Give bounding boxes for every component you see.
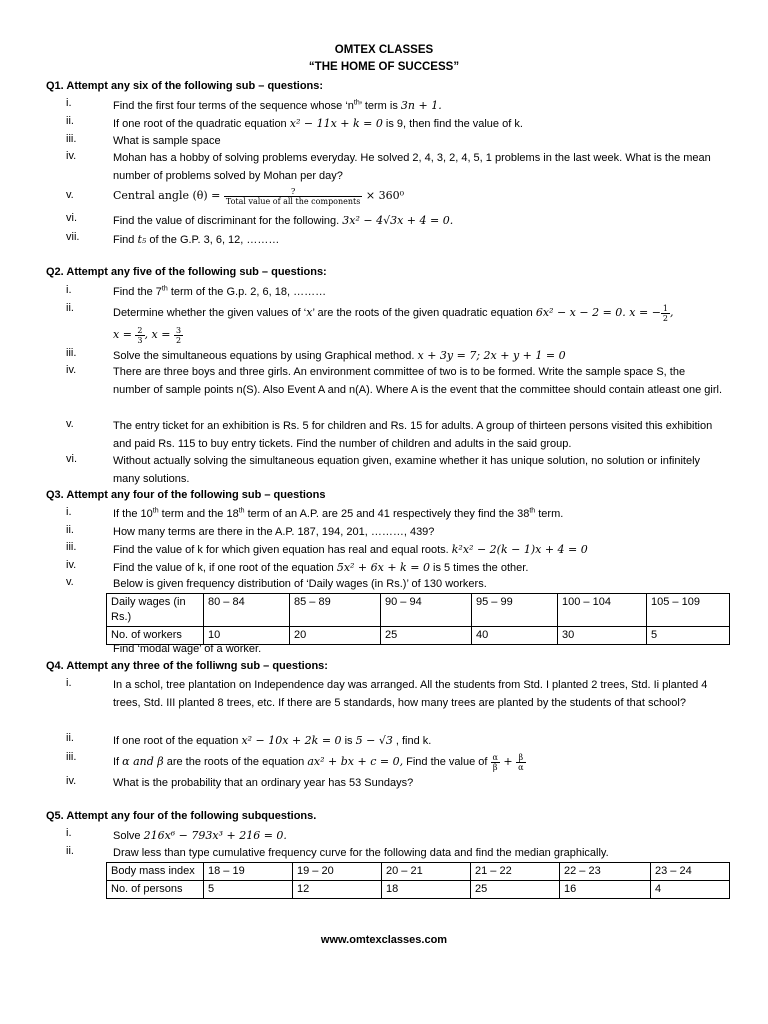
table-cell: 20 – 21 <box>382 863 471 881</box>
q1-heading: Q1. Attempt any six of the following sub – questions: <box>46 80 324 92</box>
q5-heading: Q5. Attempt any four of the following subquestions. <box>46 810 317 822</box>
table-cell: 80 – 84 <box>204 594 290 627</box>
item-number: iv. <box>66 775 77 787</box>
table-cell: 25 <box>381 627 472 645</box>
item-number: ii. <box>66 524 74 536</box>
body-mass-table <box>106 862 730 899</box>
footer-website: www.omtexclasses.com <box>320 934 448 946</box>
document-page: OMTEX CLASSES “THE HOME OF SUCCESS” Q1. Attempt any six of the following sub – questions: i. Find the first four terms of the sequence whose ‘$n^{th}$’ term is 3n + 1. ii. If one root of the quadratic equation x² − 11x + k = 0 is 9, then find the value of k. iii. What is sample space iv. Mohan has a hobby of solving problems everyday. He solved 2, 4, 3, 2, 4, 5, 1 problems in the last week. What is the mean number of problems solved by Mohan per day? v. Central angle (θ) = $\frac{?}{\text{Total value of all the components}}$ × 360⁰ vi. Find the value of discriminant for the following. 3x² − 4√3x + 4 = 0. vii. Find t₅ of the G.P. 3, 6, 12, ……… Q2. Attempt any five of the following sub – questions: i. Find the 7th term of the G.p. 2, 6, 18, ……… ii. Determine whether the given values of ‘x’ are the roots of the given quadratic equation 6x² − x − 2 = 0. x = − $\frac{1}{2}$ , x = $\frac{2}{3}$ , x = $\frac{3}{2}$ iii. Solve the simultaneous equations by using Graphical method. x + 3y = 7; 2x + y + 1 = 0 iv. There are three boys and three girls. An environment committee of two is to be formed. Write the sample space S, the number of sample points n(S). Also Event A and n(A). Where A is the event that the committee should contain atleast one girl. v. The entry ticket for an exhibition is Rs. 5 for children and Rs. 15 for adults. A group of thirteen persons visited this exhibition and paid Rs. 115 to buy entry tickets. Find the number of children and adults in the said group. vi. Without actually solving the simultaneous equation given, examine whether it has unique solution, no solution or infinitely many solutions. Q3. Attempt any four of the following sub – questions i. If the 10th term and the 18th term of an A.P. are 25 and 41 respectively they find the 38th term. ii. How many terms are there in the A.P. 187, 194, 201, ………, 439? iii. Find the value of k for which given equation has real and equal roots. k²x² − 2(k − 1)x + 4 = 0 iv. Find the value of k, if one root of the equation 5x² + 6x + k = 0 is 5 times the other. v. Below is given frequency distribution of ‘Daily wages (in Rs.)’ of 130 workers. Daily wages (in Rs.) 80 – 84 85 – 89 90 – 94 95 – 99 100 – 104 105 – 109 No. of workers 10 20 25 40 30 5 Find ‘modal wage’ of a worker. Q4. Attempt any three of the folliwng sub – questions: i. In a schol, tree plantation on Independence day was arranged. All the students from Std. I planted 2 trees, Std. Ii planted 4 trees, Std. III planted 8 trees, etc. If there are 5 standards, how many trees are planted by the students of that school? ii. If one root of the equation x² − 10x + 2k = 0 is 5 − √3 , find k. iii. If α and β are the roots of the equation ax² + bx + c = 0, Find the value of $\frac{\alpha}{\beta}$ + $\frac{\beta}{\alpha}$ iv. What is the probability that an ordinary year has 53 Sundays? Q5. Attempt any four of the following subquestions. i. Solve 216x⁶ − 793x³ + 216 = 0. ii. Draw less than type cumulative frequency curve for the following data and find the median graphically. Body mass index 18 – 19 19 – 20 20 – 21 21 – 22 22 – 23 23 – 24 No. of persons 5 12 18 25 16 4 www.omtexclasses.com <box>0 0 768 1024</box>
central-angle-fraction: $\frac{?}{\text{Total value of all the components}}$ <box>225 186 361 206</box>
table-cell: 10 <box>204 627 290 645</box>
table-cell: 16 <box>560 881 651 899</box>
item-number: iii. <box>66 751 77 763</box>
table-row <box>107 881 730 899</box>
item-number: vi. <box>66 212 77 224</box>
table-cell: 105 – 109 <box>647 594 730 627</box>
item-number: i. <box>66 97 72 109</box>
item-number: i. <box>66 284 72 296</box>
table-cell: Daily wages (in Rs.) <box>107 594 204 627</box>
item-number: ii. <box>66 845 74 857</box>
table-cell: 22 – 23 <box>560 863 651 881</box>
table-row <box>107 863 730 881</box>
item-number: ii. <box>66 302 74 314</box>
item-number: iii. <box>66 133 77 145</box>
item-number: iii. <box>66 541 77 553</box>
table-cell: 21 – 22 <box>471 863 560 881</box>
table-cell: 18 – 19 <box>204 863 293 881</box>
item-number: ii. <box>66 732 74 744</box>
table-cell: No. of workers <box>107 627 204 645</box>
table-cell: 90 – 94 <box>381 594 472 627</box>
q2-heading: Q2. Attempt any five of the following sub – questions: <box>46 266 327 278</box>
table-row <box>107 594 730 627</box>
item-number: v. <box>66 418 74 430</box>
table-cell: 30 <box>558 627 647 645</box>
table-cell: 95 – 99 <box>472 594 558 627</box>
table-cell: 19 – 20 <box>293 863 382 881</box>
table-cell: 20 <box>290 627 381 645</box>
doc-subtitle: “THE HOME OF SUCCESS” <box>308 61 460 73</box>
item-number: iv. <box>66 364 77 376</box>
item-number: iii. <box>66 347 77 359</box>
item-number: i. <box>66 827 72 839</box>
q3-table-note: Find ‘modal wage’ of a worker. <box>113 643 262 655</box>
table-cell: 40 <box>472 627 558 645</box>
table-cell: 5 <box>204 881 293 899</box>
doc-title: OMTEX CLASSES <box>334 44 434 56</box>
table-cell: 23 – 24 <box>651 863 730 881</box>
item-number: i. <box>66 677 72 689</box>
table-cell: No. of persons <box>107 881 204 899</box>
item-number: i. <box>66 506 72 518</box>
item-number: v. <box>66 576 74 588</box>
item-number: ii. <box>66 115 74 127</box>
table-cell: 12 <box>293 881 382 899</box>
item-number: vii. <box>66 231 80 243</box>
table-cell: 18 <box>382 881 471 899</box>
item-number: iv. <box>66 559 77 571</box>
daily-wages-table <box>106 593 730 645</box>
q4-heading: Q4. Attempt any three of the folliwng sub – questions: <box>46 660 328 672</box>
q3-heading: Q3. Attempt any four of the following sub – questions <box>46 489 326 501</box>
item-number: v. <box>66 189 74 201</box>
table-cell: 25 <box>471 881 560 899</box>
table-cell: 4 <box>651 881 730 899</box>
table-cell: 5 <box>647 627 730 645</box>
table-cell: 85 – 89 <box>290 594 381 627</box>
table-cell: Body mass index <box>107 863 204 881</box>
item-number: iv. <box>66 150 77 162</box>
table-row <box>107 627 730 645</box>
table-cell: 100 – 104 <box>558 594 647 627</box>
item-number: vi. <box>66 453 77 465</box>
